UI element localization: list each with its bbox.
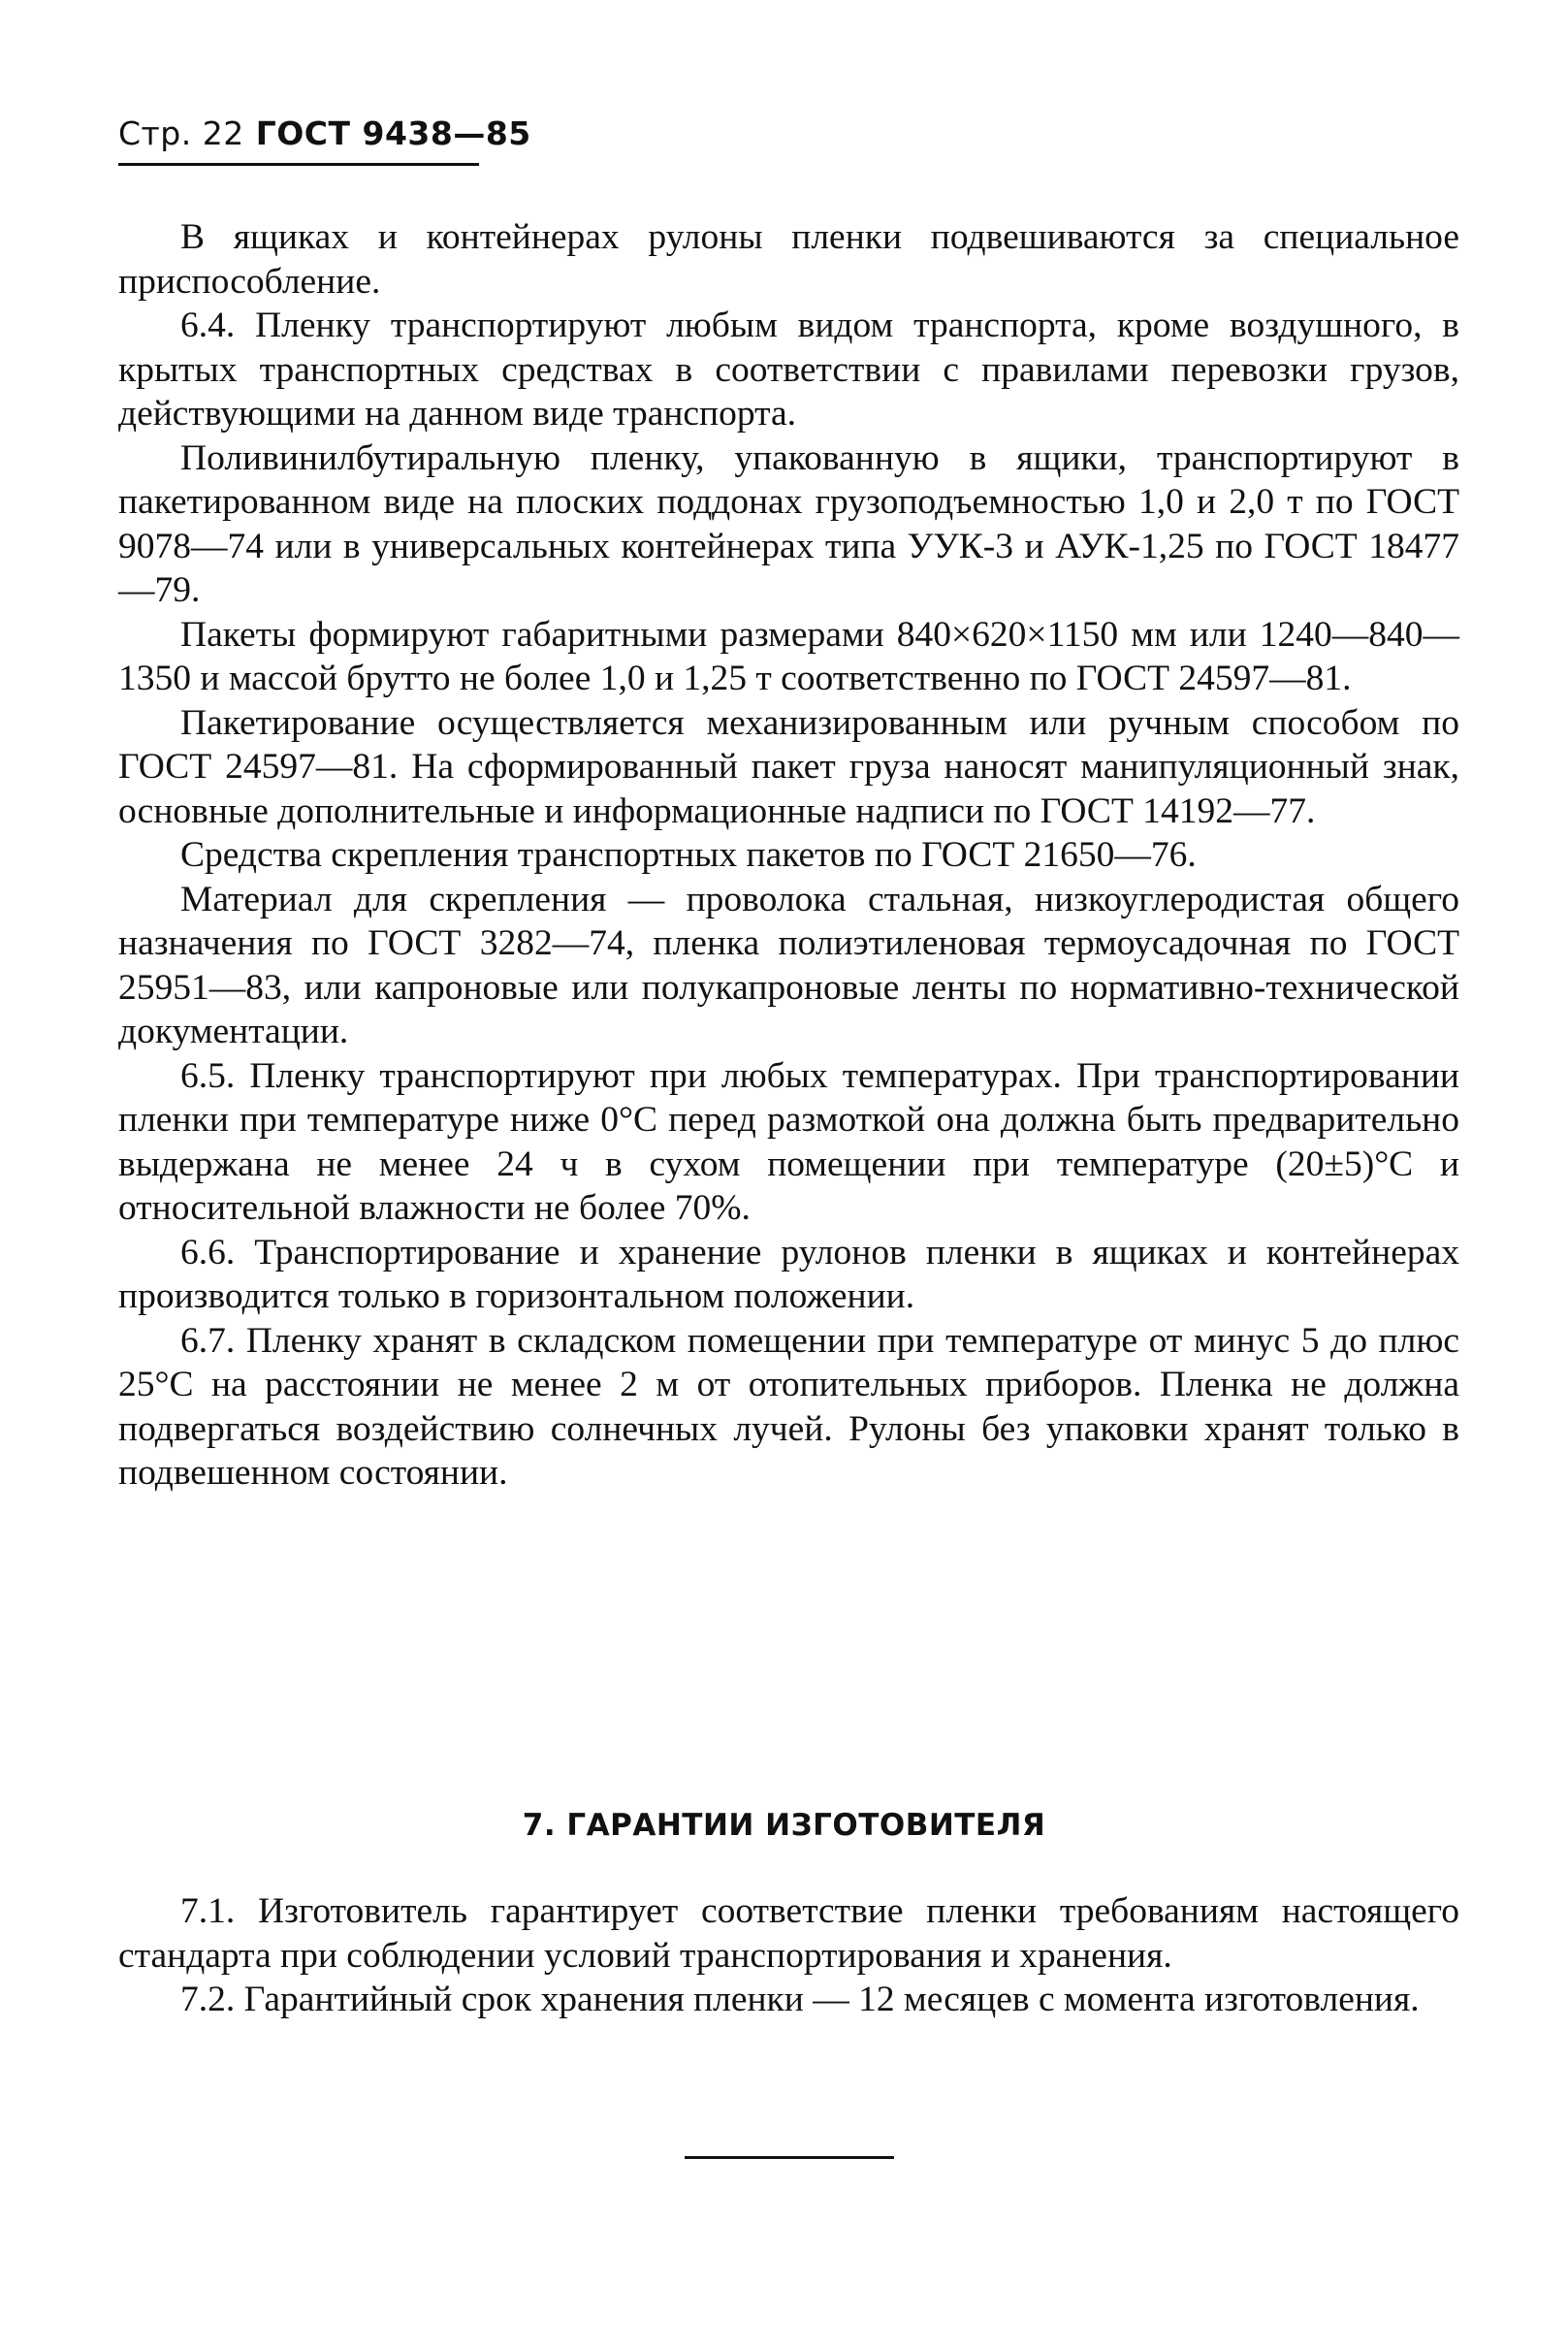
standard-code: ГОСТ 9438—85: [255, 114, 531, 152]
section-7-title: 7. ГАРАНТИИ ИЗГОТОВИТЕЛЯ: [522, 1808, 1046, 1843]
paragraph-6-7: 6.7. Пленку хранят в складском помещении при температуре от минус 5 до плюс 25°С на расстоянии не менее 2 м от отопительных приборов. Пленка не должна подвергаться воздействию солнечных лучей. Рулоны без упаковки хранят только в подвешенном состоянии.: [118, 1320, 1459, 1493]
paragraph-fastening-means: Средства скрепления транспортных пакетов по ГОСТ 21650—76.: [180, 835, 1197, 875]
section-6-text: [118, 215, 1459, 1496]
paragraph-packaging-transport: Поливинилбутиральную пленку, упакованную в ящики, транспортируют в пакетированном виде на плоских поддонах грузоподъемностью 1,0 и 2,0 т по ГОСТ 9078—74 или в универсальных контейнерах типа УУК-3 и АУК-1,25 по ГОСТ 18477—79.: [118, 437, 1459, 610]
paragraph-6-6: 6.6. Транспортирование и хранение рулонов пленки в ящиках и контейнерах производится только в горизонтальном положении.: [118, 1232, 1459, 1316]
paragraph-fastening-material: Материал для скрепления — проволока стальная, низкоуглеродистая общего назначения по ГОСТ 3282—74, пленка полиэтиленовая термоусадочная по ГОСТ 25951—83, или капроновые или полукапроновые ленты по нормативно-технической документации.: [118, 879, 1459, 1051]
paragraph-packeting: Пакетирование осуществляется механизированным или ручным способом по ГОСТ 24597—81. На сформированный пакет груза наносят манипуляционный знак, основные дополнительные и информационные надписи по ГОСТ 14192—77.: [118, 702, 1459, 831]
paragraph-6-5: 6.5. Пленку транспортируют при любых температурах. При транспортировании пленки при температуре ниже 0°С перед размоткой она должна быть предварительно выдержана не менее 24 ч в сухом помещении при температуре (20±5)°С и относительной влажности не более 70%.: [118, 1055, 1459, 1228]
end-rule: [685, 2156, 894, 2159]
paragraph-6-4: 6.4. Пленку транспортируют любым видом транспорта, кроме воздушного, в крытых транспортных средствах в соответствии с правилами перевозки грузов, действующими на данном виде транспорта.: [118, 306, 1459, 434]
paragraph-packet-dimensions: Пакеты формируют габаритными размерами 840×620×1150 мм или 1240—840—1350 и массой брутто не более 1,0 и 1,25 т соответственно по ГОСТ 24597—81.: [118, 614, 1459, 698]
header-rule: [118, 163, 479, 166]
paragraph-7-1: 7.1. Изготовитель гарантирует соответствие пленки требованиям настоящего стандарта при соблюдении условий транспортирования и хранения.: [118, 1891, 1459, 1976]
section-7-text: [118, 1889, 1459, 2022]
paragraph-containers: В ящиках и контейнерах рулоны пленки подвешиваются за специальное приспособление.: [118, 217, 1459, 302]
page-number: Стр. 22: [118, 114, 244, 152]
paragraph-7-2: 7.2. Гарантийный срок хранения пленки — 12 месяцев с момента изготовления.: [180, 1980, 1420, 2019]
page-header: [118, 114, 531, 152]
